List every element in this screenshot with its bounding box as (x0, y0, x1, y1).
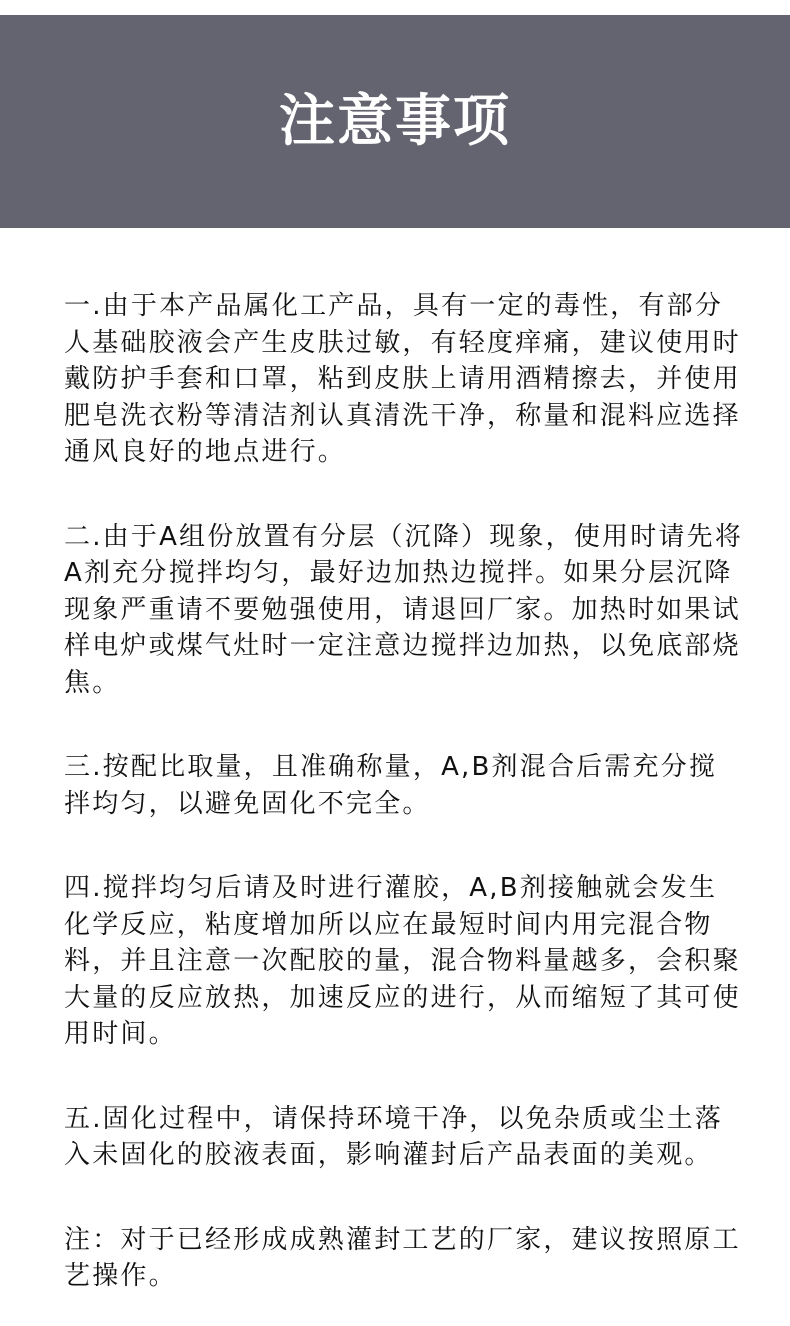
note-paragraph-4: 四.搅拌均匀后请及时进行灌胶，A,B剂接触就会发生化学反应，粘度增加所以应在最短时间内用完混合物料，并且注意一次配胶的量，混合物料量越多，会积聚大量的反应放热，加速反应的进行，从而缩短了其可使用时间。 (64, 873, 741, 1049)
note-footnote: 注：对于已经形成成熟灌封工艺的厂家，建议按照原工艺操作。 (64, 1224, 741, 1291)
header-banner (0, 15, 790, 228)
page-title: 注意事项 (279, 88, 511, 154)
notes-content (64, 288, 744, 1295)
note-paragraph-5: 五.固化过程中，请保持环境干净，以免杂质或尘土落入未固化的胶液表面，影响灌封后产品表面的美观。 (64, 1103, 724, 1170)
note-paragraph-3: 三.按配比取量，且准确称量，A,B剂混合后需充分搅拌均匀，以避免固化不完全。 (64, 752, 718, 819)
note-paragraph-2: 二.由于A组份放置有分层（沉降）现象，使用时请先将A剂充分搅拌均匀，最好边加热边搅拌。如果分层沉降现象严重请不要勉强使用，请退回厂家。加热时如果试样电炉或煤气灶时一定注意边搅拌边加热，以免底部烧焦。 (64, 521, 744, 698)
note-paragraph-1: 一.由于本产品属化工产品，具有一定的毒性，有部分人基础胶液会产生皮肤过敏，有轻度痒痛，建议使用时戴防护手套和口罩，粘到皮肤上请用酒精擦去，并使用肥皂洗衣粉等清洁剂认真清洗干净，称量和混料应选择通风良好的地点进行。 (64, 291, 741, 467)
